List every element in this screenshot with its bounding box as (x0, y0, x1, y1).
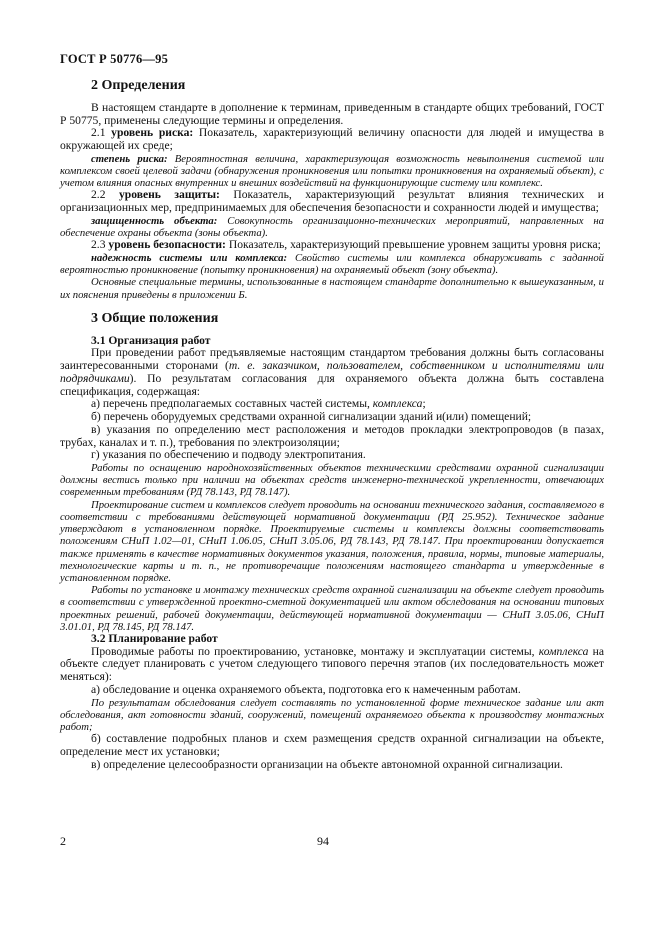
term-2-1-extra-name: степень риска: (91, 152, 168, 165)
term-2-3-number: 2.3 (91, 238, 109, 252)
term-2-2-extra-name: защищенность объекта: (91, 214, 218, 227)
term-2-1-extra-definition: Вероятностная величина, характеризующая возможность невыполнения системой или комплексом своей целевой задачи (обнаружения проникновения или попытки проникновения на охраняемый объект), с учетом влияния опасных внутренних и внешних воздействий на функционирующие систему или комплекс. (60, 152, 605, 190)
term-2-1-definition: Показатель, характеризующий величину опасности для людей и имущества в окружающей их среде; (60, 126, 604, 152)
paragraph-part: на объекте следует планировать с учетом следующего типового перечня этапов (их последовательность может меняться): (60, 644, 604, 684)
term-2-3-extra-definition: Свойство системы или комплекса обнаруживать с заданной вероятностью проникновение (попытку проникновения) на охраняемый объект (зону объекта). (60, 252, 605, 277)
page-number-left: 2 (60, 834, 66, 848)
section-2-intro: В настоящем стандарте в дополнение к терминам, приведенным в стандарте общих требований, ГОСТ Р 50775, применены следующие термины и определения. (60, 100, 604, 127)
paragraph-part: При проведении работ предъявляемые настоящим стандартом требования должны быть согласованы заинтересованными сторонами ( (60, 346, 604, 373)
italic-paragraph-1: Работы по оснащению народнохозяйственных объектов техническими средствами охранной сигнализации должны вестись только при наличии на объектах средств инженерно-технической укрепленности, отвечающих современным требованиям (РД 78.143, РД 78.147). (60, 462, 604, 499)
term-2-3 (60, 239, 604, 252)
list-item-end: ; (422, 397, 426, 411)
page-number-center: 94 (317, 834, 329, 848)
italic-paragraph-2: Проектирование систем и комплексов следует проводить на основании технического задания, составляемого в соответствии с требованиями действующей нормативной документации (РД 25.952). Техническое задание утверждают в установленном порядке. Проектируемые системы и комплексы должны соответствовать положениям СНиП 1.02—01, СНиП 1.06.05, СНиП 3.05.06, РД 78.143, РД 78.147. При проектировании допускается также применять в качестве нормативных документов указания, положения, правила, нормы, типовые материалы, технологические карты и т. п., не противоречащие положениям настоящего стандарта и утвержденные в установленном порядке. (60, 498, 604, 584)
paragraph-part: Проводимые работы по проектированию, установке, монтажу и эксплуатации системы, (91, 644, 539, 658)
term-2-3-name: уровень безопасности: (108, 238, 226, 252)
section-3-title: 3 Общие положения (91, 310, 219, 326)
paragraph-italic-part: т. е. заказчиком, пользователем, собственником и исполнителями или подрядчиками (60, 359, 604, 385)
list-item-italic: комплекса (372, 397, 423, 411)
list-item-3-2-c: в) определение целесообразности организации на объекте автономной охранной сигнализации. (91, 757, 563, 771)
list-item-3-2-a: а) обследование и оценка охраняемого объекта, подготовка его к намеченным работам. (91, 682, 521, 696)
italic-paragraph-3-2: По результатам обследования следует составлять по установленной форме техническое задание или акт обследования, акт готовности зданий, сооружений, помещений охраняемого объекта к производству монтажных работ; (60, 696, 604, 734)
term-2-1 (60, 127, 604, 153)
paragraph-italic-part: комплекса (538, 644, 589, 658)
term-2-3-extra-name: надежность системы или комплекса: (91, 252, 288, 265)
list-item-3-2-b: б) составление подробных планов и схем размещения средств охранной сигнализации на объекте, определение мест их установки; (60, 732, 604, 759)
document-header: ГОСТ Р 50776—95 (60, 52, 169, 66)
list-item-c: в) указания по определению мест расположения и методов прокладки электропроводов (в пазах, трубах, каналах и т. п.), требования по электроизоляции; (60, 422, 604, 449)
term-2-2 (60, 189, 604, 215)
term-2-2-extra-definition: Совокупность организационно-технических мероприятий, направленных на обеспечение охраны объекта (зоны объекта). (60, 214, 604, 240)
list-item-b: б) перечень оборудуемых средствами охранной сигнализации зданий и(или) помещений; (91, 410, 532, 424)
term-2-3-extra (60, 252, 604, 276)
section-2-note: Основные специальные термины, использованные в настоящем стандарте дополнительно к вышеуказанным, и их пояснения приведены в приложении Б. (60, 276, 604, 301)
term-2-2-definition: Показатель, характеризующий результат влияния технических и организационных мер, предпринимаемых для обеспечения безопасности и сохранности людей и имущества; (60, 188, 604, 215)
term-2-2-number: 2.2 (91, 188, 119, 202)
subsection-3-2-title: 3.2 Планирование работ (91, 631, 218, 645)
list-item-d: г) указания по обеспечению и подводу электропитания. (91, 448, 366, 462)
term-2-3-definition: Показатель, характеризующий превышение уровнем защиты уровня риска; (225, 238, 601, 252)
paragraph-part: ). По результатам согласования для охраняемого объекта должна быть составлена спецификация, содержащая: (60, 371, 604, 398)
section-2-title: 2 Определения (91, 78, 186, 93)
term-2-2-name: уровень защиты: (118, 188, 220, 202)
subsection-3-1-title: 3.1 Организация работ (91, 333, 211, 347)
subsection-3-2-paragraph (60, 646, 604, 684)
term-2-1-name: уровень риска: (111, 126, 194, 140)
term-2-2-extra (60, 215, 604, 239)
italic-paragraph-3: Работы по установке и монтажу технических средств охранной сигнализации на объекте следует проводить в соответствии с утвержденной проектно-сметной документацией или актом обследования на основании типовых проектных решений, рабочей документации, действующей нормативной документации — СНиП 3.05.06, СНиП 3.01.01, РД 78.145, РД 78.147. (60, 584, 604, 633)
list-item-text: а) перечень предполагаемых составных частей системы, (91, 397, 373, 411)
term-2-1-number: 2.1 (91, 126, 112, 140)
term-2-1-extra (60, 153, 604, 190)
subsection-3-1-paragraph (60, 347, 604, 398)
document-body (60, 78, 604, 772)
